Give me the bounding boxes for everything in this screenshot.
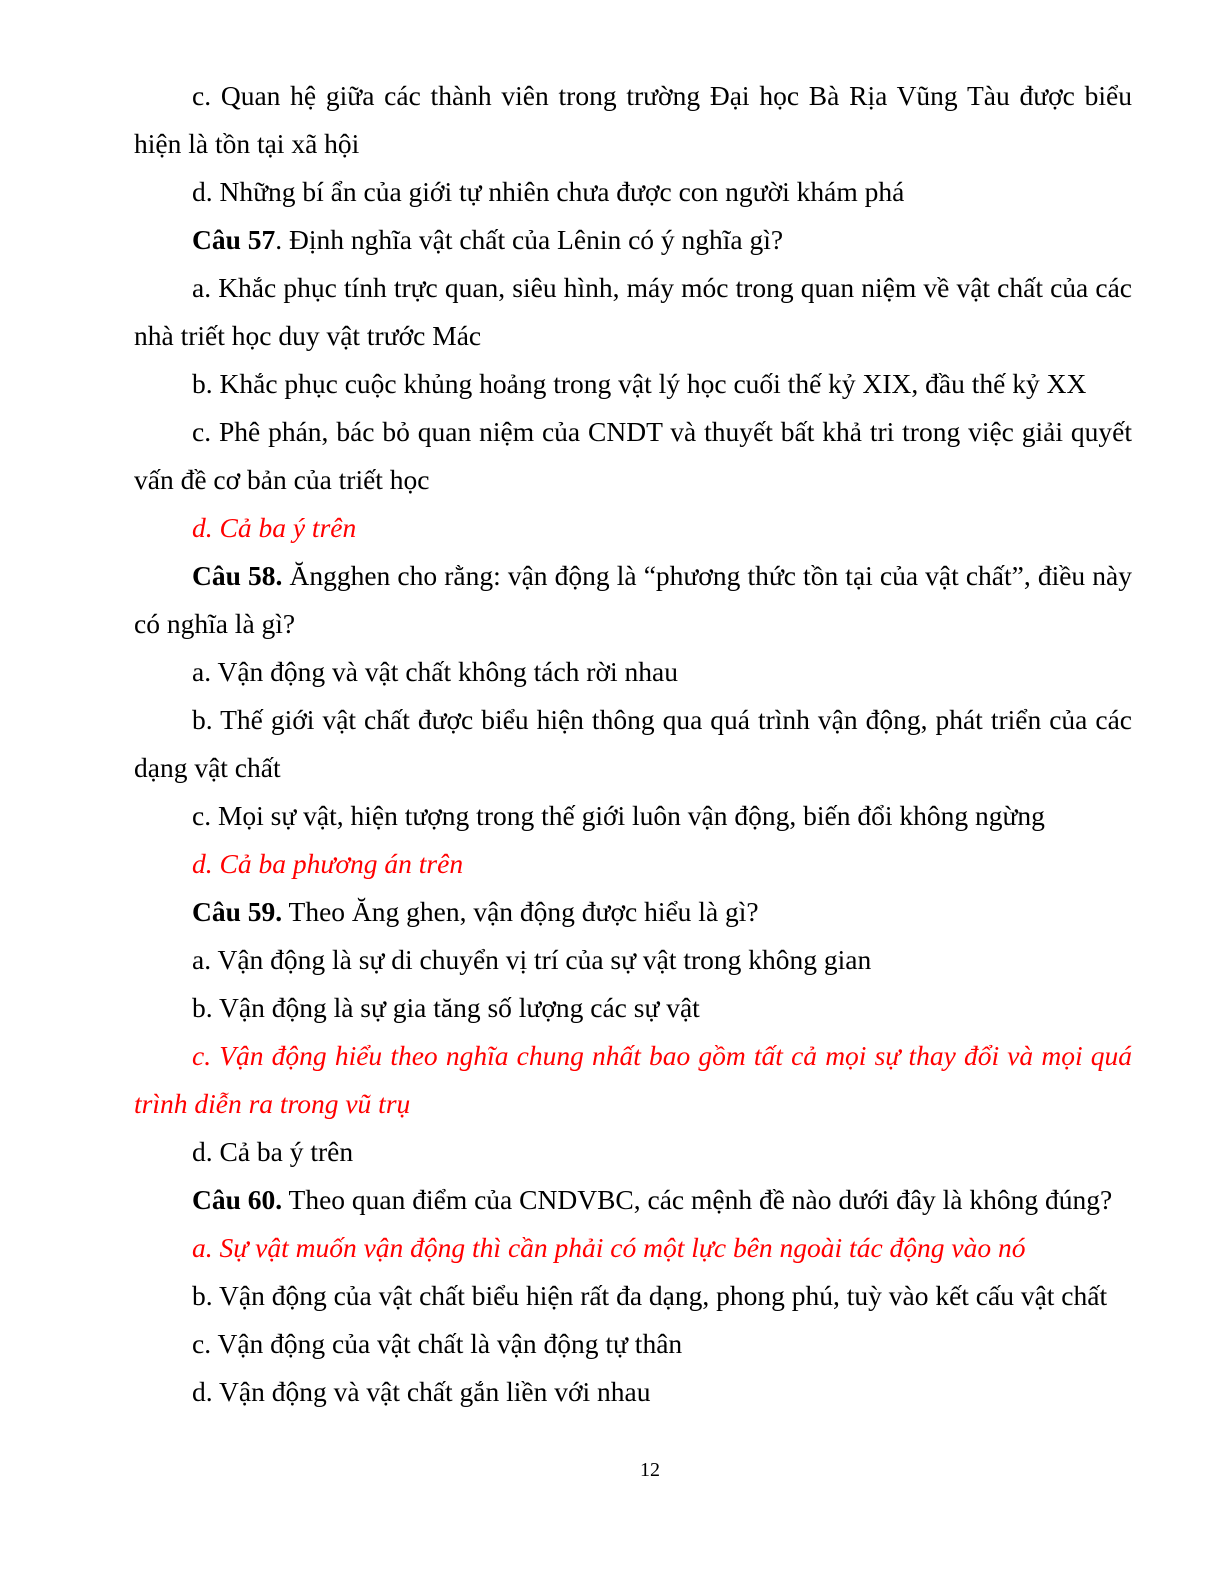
option-58-a: a. Vận động và vật chất không tách rời nhau xyxy=(192,656,678,687)
question-57-label: Câu 57 xyxy=(192,224,276,255)
option-56-c: c. Quan hệ giữa các thành viên trong trường Đại học Bà Rịa Vũng Tàu được biểu hiện là tồn tại xã hội xyxy=(134,80,1132,159)
option-56-d: d. Những bí ẩn của giới tự nhiên chưa được con người khám phá xyxy=(192,176,905,207)
option-60-b: b. Vận động của vật chất biểu hiện rất đa dạng, phong phú, tuỳ vào kết cấu vật chất xyxy=(192,1280,1108,1311)
option-58-b: b. Thế giới vật chất được biểu hiện thông qua quá trình vận động, phát triển của các dạng vật chất xyxy=(134,704,1132,783)
question-59 xyxy=(134,888,1132,936)
question-57 xyxy=(134,216,1132,264)
option-59-c-correct: c. Vận động hiểu theo nghĩa chung nhất bao gồm tất cả mọi sự thay đổi và mọi quá trình diễn ra trong vũ trụ xyxy=(134,1040,1132,1119)
option-59-a: a. Vận động là sự di chuyển vị trí của sự vật trong không gian xyxy=(192,944,872,975)
question-59-text: Theo Ăng ghen, vận động được hiểu là gì? xyxy=(282,896,759,927)
question-58-text: Ăngghen cho rằng: vận động là “phương thức tồn tại của vật chất”, điều này có nghĩa là gì? xyxy=(134,560,1132,639)
page-number: 12 xyxy=(640,1459,660,1481)
option-59-d: d. Cả ba ý trên xyxy=(192,1136,354,1167)
option-57-a: a. Khắc phục tính trực quan, siêu hình, máy móc trong quan niệm về vật chất của các nhà triết học duy vật trước Mác xyxy=(134,272,1132,351)
option-58-d-correct: d. Cả ba phương án trên xyxy=(192,848,464,879)
question-57-text: . Định nghĩa vật chất của Lênin có ý nghĩa gì? xyxy=(275,224,784,255)
page-content xyxy=(134,72,1132,1416)
option-60-d: d. Vận động và vật chất gắn liền với nhau xyxy=(192,1376,651,1407)
option-60-a-correct: a. Sự vật muốn vận động thì cần phải có một lực bên ngoài tác động vào nó xyxy=(192,1232,1026,1263)
option-59-b: b. Vận động là sự gia tăng số lượng các sự vật xyxy=(192,992,700,1023)
question-60-label: Câu 60. xyxy=(192,1184,283,1215)
option-58-c: c. Mọi sự vật, hiện tượng trong thế giới luôn vận động, biến đổi không ngừng xyxy=(192,800,1045,831)
option-57-b: b. Khắc phục cuộc khủng hoảng trong vật lý học cuối thế kỷ XIX, đầu thế kỷ XX xyxy=(192,368,1087,399)
option-57-c: c. Phê phán, bác bỏ quan niệm của CNDT và thuyết bất khả tri trong việc giải quyết vấn đề cơ bản của triết học xyxy=(134,416,1132,495)
option-60-c: c. Vận động của vật chất là vận động tự thân xyxy=(192,1328,683,1359)
question-58 xyxy=(134,552,1132,648)
question-60-text: Theo quan điểm của CNDVBC, các mệnh đề nào dưới đây là không đúng? xyxy=(282,1184,1113,1215)
question-58-label: Câu 58. xyxy=(192,560,283,591)
question-59-label: Câu 59. xyxy=(192,896,283,927)
question-60 xyxy=(134,1176,1132,1224)
option-57-d-correct: d. Cả ba ý trên xyxy=(192,512,357,543)
